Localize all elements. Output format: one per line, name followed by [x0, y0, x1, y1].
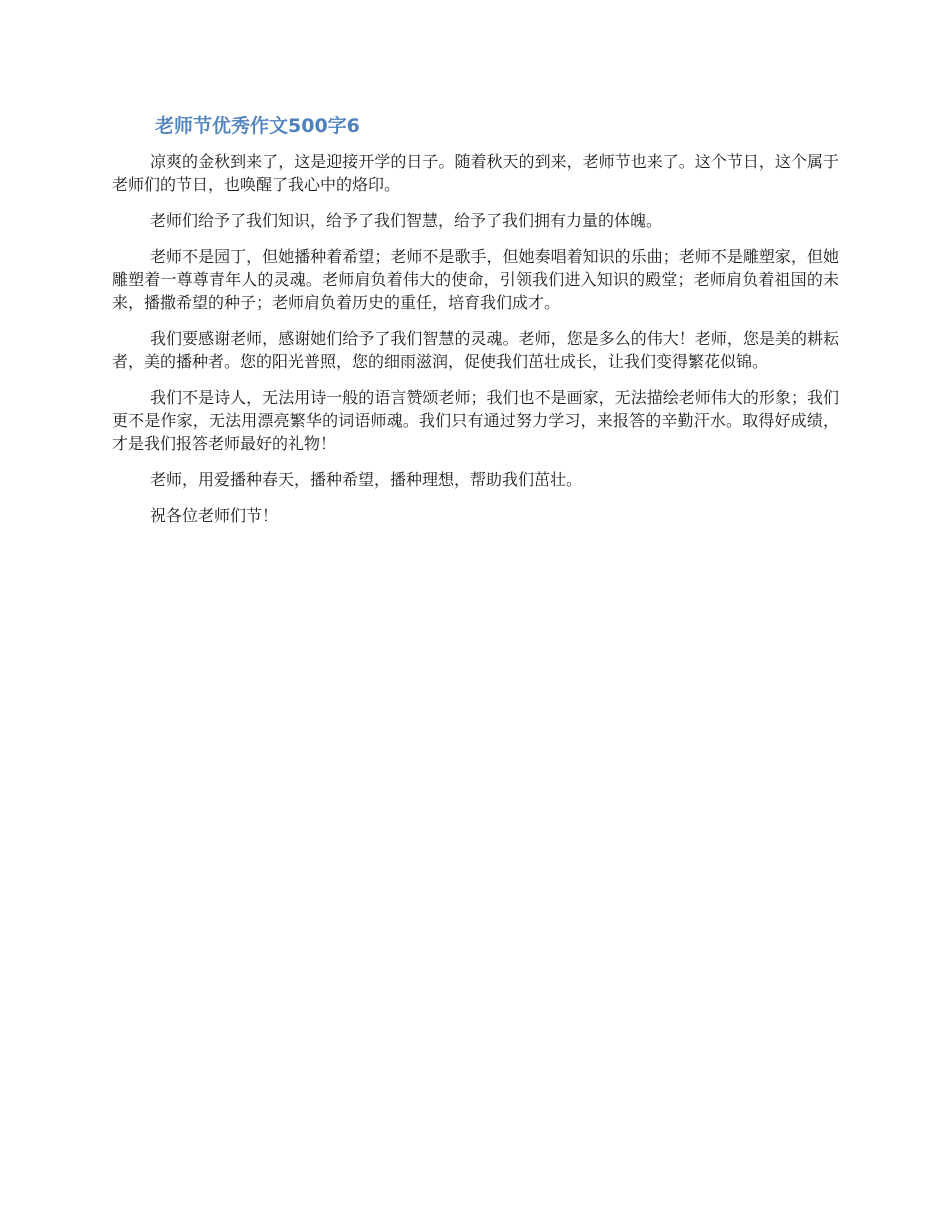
paragraph-1: 凉爽的金秋到来了，这是迎接开学的日子。随着秋天的到来，老师节也来了。这个节日，这个属于老师们的节日，也唤醒了我心中的烙印。: [112, 152, 839, 194]
paragraph-4: 我们要感谢老师，感谢她们给予了我们智慧的灵魂。老师，您是多么的伟大！老师，您是美的耕耘者，美的播种者。您的阳光普照，您的细雨滋润，促使我们茁壮成长，让我们变得繁花似锦。: [112, 329, 839, 371]
paragraph-6: 老师，用爱播种春天，播种希望，播种理想，帮助我们茁壮。: [150, 470, 583, 489]
paragraph-3: 老师不是园丁，但她播种着希望；老师不是歌手，但她奏唱着知识的乐曲；老师不是雕塑家，但她雕塑着一尊尊青年人的灵魂。老师肩负着伟大的使命，引领我们进入知识的殿堂；老师肩负着祖国的未来，播撒希望的种子；老师肩负着历史的重任，培育我们成才。: [112, 247, 839, 312]
paragraph-7: 祝各位老师们节！: [150, 506, 279, 525]
paragraph-5: 我们不是诗人，无法用诗一般的语言赞颂老师；我们也不是画家，无法描绘老师伟大的形象；我们更不是作家，无法用漂亮繁华的词语师魂。我们只有通过努力学习，来报答的辛勤汗水。取得好成绩，才是我们报答老师最好的礼物！: [112, 388, 839, 453]
paragraph-2: 老师们给予了我们知识，给予了我们智慧，给予了我们拥有力量的体魄。: [150, 211, 663, 230]
document-title: 老师节优秀作文500字6: [155, 115, 360, 137]
document-body: [112, 150, 839, 540]
